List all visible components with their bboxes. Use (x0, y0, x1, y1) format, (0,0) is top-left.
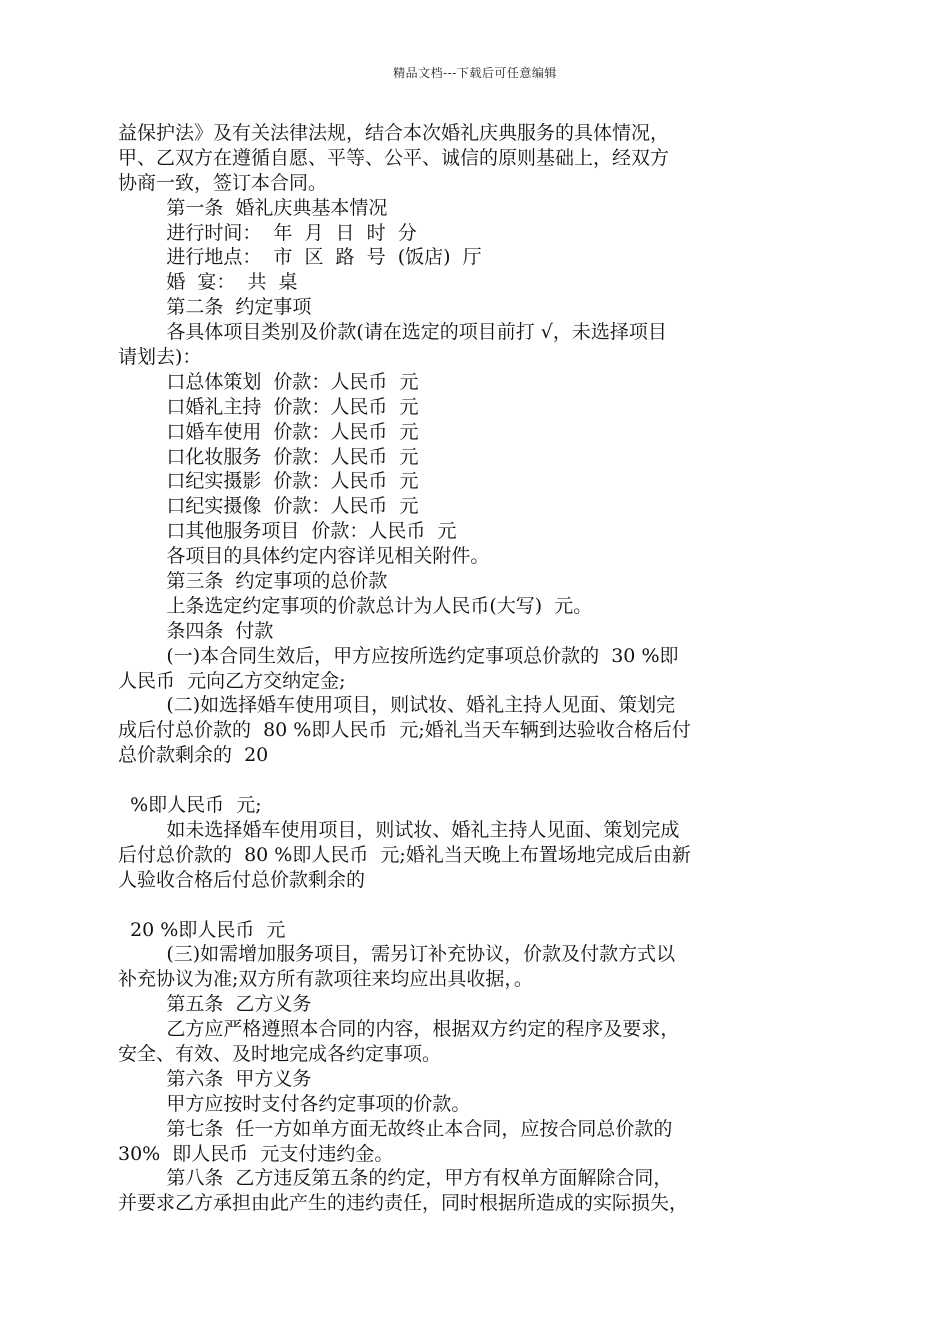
blank-line (118, 893, 818, 918)
text-line: 进行时间： 年 月 日 时 分 (118, 221, 417, 244)
text-line: 第一条 婚礼庆典基本情况 (118, 196, 388, 219)
text-line: (一)本合同生效后，甲方应按所选约定事项总价款的 30 %即 (118, 644, 679, 667)
text-line: 第八条 乙方违反第五条的约定，甲方有权单方面解除合同， (118, 1167, 673, 1190)
text-line: 各具体项目类别及价款(请在选定的项目前打 √，未选择项目 (118, 321, 667, 344)
text-line: 条四条 付款 (118, 619, 274, 642)
text-line: 后付总价款的 80 %即人民币 元;婚礼当天晚上布置场地完成后由新 (118, 843, 691, 866)
text-line: 如未选择婚车使用项目，则试妆、婚礼主持人见面、策划完成 (118, 818, 680, 841)
text-line: 益保护法》及有关法律法规，结合本次婚礼庆典服务的具体情况， (118, 122, 670, 144)
page-header: 精品文档---下载后可任意编辑 (393, 66, 557, 80)
text-line: 口纪实摄像 价款：人民币 元 (118, 495, 419, 518)
text-line: 20 %即人民币 元 (118, 918, 286, 941)
text-line: 口其他服务项目 价款：人民币 元 (118, 520, 457, 543)
text-line: 甲、乙双方在遵循自愿、平等、公平、诚信的原则基础上，经双方 (118, 146, 670, 169)
blank-line (118, 768, 818, 793)
text-line: 第三条 约定事项的总价款 (118, 570, 388, 593)
text-line: 安全、有效、及时地完成各约定事项。 (118, 1042, 442, 1065)
text-line: 人民币 元向乙方交纳定金; (118, 669, 346, 692)
text-line: 总价款剩余的 20 (118, 744, 269, 767)
text-line: 30% 即人民币 元支付违约金。 (118, 1142, 394, 1165)
text-line: 协商一致，签订本合同。 (118, 171, 328, 194)
text-line: (三)如需增加服务项目，需另订补充协议，价款及付款方式以 (118, 943, 676, 966)
text-line: 第七条 任一方如单方面无故终止本合同，应按合同总价款的 (118, 1117, 673, 1140)
text-line: 各项目的具体约定内容详见相关附件。 (118, 545, 490, 568)
text-line: (二)如选择婚车使用项目，则试妆、婚礼主持人见面、策划完 (118, 694, 676, 717)
text-line: 口婚车使用 价款：人民币 元 (118, 420, 419, 443)
text-line: 第五条 乙方义务 (118, 993, 312, 1016)
text-line: 口总体策划 价款：人民币 元 (118, 370, 419, 393)
text-line: 进行地点： 市 区 路 号 (饭店) 厅 (118, 246, 482, 269)
text-line: 甲方应按时支付各约定事项的价款。 (118, 1092, 471, 1115)
text-line: 口化妆服务 价款：人民币 元 (118, 445, 419, 468)
text-line: 婚 宴： 共 桌 (118, 271, 298, 294)
text-line: 第二条 约定事项 (118, 296, 312, 319)
text-line: 第六条 甲方义务 (118, 1067, 312, 1090)
text-line: 补充协议为准;双方所有款项往来均应出具收据，。 (118, 968, 533, 991)
text-line: 并要求乙方承担由此产生的违约责任，同时根据所造成的实际损失， (118, 1192, 689, 1215)
text-line: 成后付总价款的 80 %即人民币 元;婚礼当天车辆到达验收合格后付 (118, 719, 691, 742)
text-line: 上条选定约定事项的价款总计为人民币(大写) 元。 (118, 594, 593, 617)
text-line: %即人民币 元; (118, 794, 262, 817)
text-line: 乙方应严格遵照本合同的内容，根据双方约定的程序及要求， (118, 1018, 680, 1041)
text-line: 人验收合格后付总价款剩余的 (118, 868, 366, 891)
text-line: 口纪实摄影 价款：人民币 元 (118, 470, 419, 493)
contract-body (118, 121, 818, 1216)
text-line: 口婚礼主持 价款：人民币 元 (118, 395, 419, 418)
text-line: 请划去)： (118, 346, 202, 369)
